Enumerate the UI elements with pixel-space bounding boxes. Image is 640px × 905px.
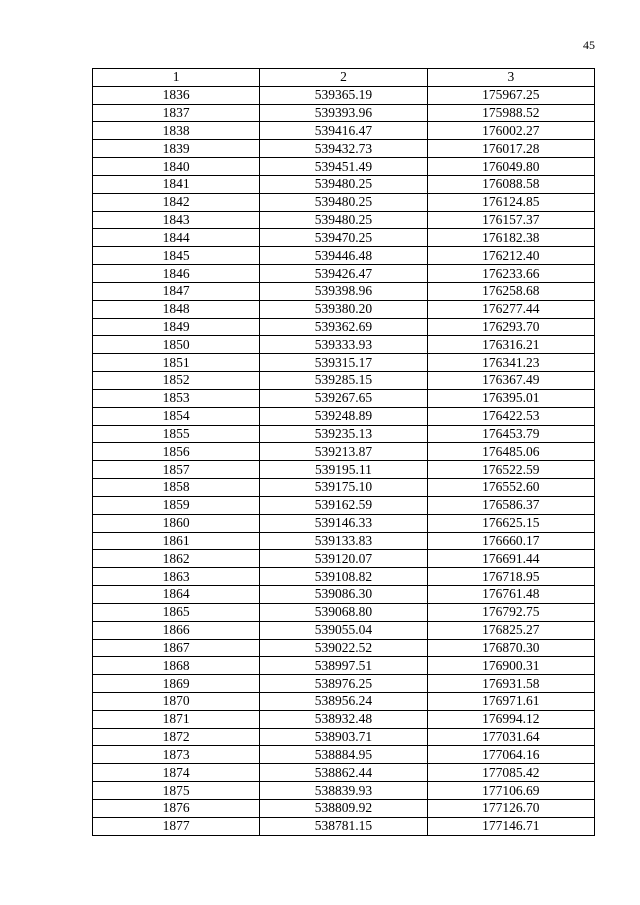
table-cell-col-3: 176049.80 (427, 158, 594, 176)
table-cell-col-3: 177031.64 (427, 728, 594, 746)
table-header-row (93, 69, 595, 87)
table-cell-col-3: 176422.53 (427, 407, 594, 425)
table-cell-col-1: 1845 (93, 247, 260, 265)
table-row (93, 710, 595, 728)
table-cell-col-3: 176002.27 (427, 122, 594, 140)
table-cell-col-2: 539213.87 (260, 443, 427, 461)
table-cell-col-3: 176316.21 (427, 336, 594, 354)
table-row (93, 140, 595, 158)
table-cell-col-3: 176792.75 (427, 603, 594, 621)
table-cell-col-1: 1863 (93, 568, 260, 586)
table-cell-col-3: 176395.01 (427, 389, 594, 407)
table-cell-col-1: 1859 (93, 496, 260, 514)
table-row (93, 496, 595, 514)
column-header-1: 1 (93, 69, 260, 87)
table-row (93, 764, 595, 782)
column-header-3: 3 (427, 69, 594, 87)
table-cell-col-2: 539315.17 (260, 354, 427, 372)
table-row (93, 104, 595, 122)
table-cell-col-2: 538781.15 (260, 817, 427, 835)
table-row (93, 675, 595, 693)
table-cell-col-1: 1875 (93, 782, 260, 800)
table-cell-col-2: 539175.10 (260, 479, 427, 497)
table-cell-col-1: 1873 (93, 746, 260, 764)
table-cell-col-3: 176182.38 (427, 229, 594, 247)
table-cell-col-2: 539398.96 (260, 282, 427, 300)
column-header-2: 2 (260, 69, 427, 87)
table-row (93, 354, 595, 372)
table-row (93, 407, 595, 425)
table-cell-col-2: 539055.04 (260, 621, 427, 639)
table-cell-col-1: 1855 (93, 425, 260, 443)
table-cell-col-1: 1841 (93, 175, 260, 193)
table-cell-col-3: 176691.44 (427, 550, 594, 568)
table-cell-col-1: 1854 (93, 407, 260, 425)
table-row (93, 211, 595, 229)
table-body (93, 86, 595, 835)
table-cell-col-3: 175967.25 (427, 86, 594, 104)
table-cell-col-2: 539133.83 (260, 532, 427, 550)
table-cell-col-3: 176931.58 (427, 675, 594, 693)
table-cell-col-2: 539362.69 (260, 318, 427, 336)
table-cell-col-3: 176293.70 (427, 318, 594, 336)
table-cell-col-3: 176718.95 (427, 568, 594, 586)
table-cell-col-2: 539108.82 (260, 568, 427, 586)
table-cell-col-3: 176157.37 (427, 211, 594, 229)
table-row (93, 746, 595, 764)
table-cell-col-3: 176258.68 (427, 282, 594, 300)
table-row (93, 782, 595, 800)
table-cell-col-2: 539446.48 (260, 247, 427, 265)
table-row (93, 425, 595, 443)
table-cell-col-2: 539480.25 (260, 211, 427, 229)
table-row (93, 568, 595, 586)
table-row (93, 461, 595, 479)
table-cell-col-3: 176341.23 (427, 354, 594, 372)
table-cell-col-3: 176124.85 (427, 193, 594, 211)
page-number: 45 (583, 38, 595, 52)
table-cell-col-1: 1844 (93, 229, 260, 247)
table-row (93, 532, 595, 550)
table-cell-col-1: 1868 (93, 657, 260, 675)
table-cell-col-1: 1866 (93, 621, 260, 639)
table-row (93, 372, 595, 390)
table-cell-col-2: 539480.25 (260, 175, 427, 193)
table-cell-col-1: 1874 (93, 764, 260, 782)
table-row (93, 479, 595, 497)
table-cell-col-2: 538884.95 (260, 746, 427, 764)
table-cell-col-2: 539333.93 (260, 336, 427, 354)
table-cell-col-2: 539480.25 (260, 193, 427, 211)
table-cell-col-1: 1876 (93, 799, 260, 817)
table-cell-col-1: 1852 (93, 372, 260, 390)
table-cell-col-1: 1842 (93, 193, 260, 211)
table-row (93, 692, 595, 710)
table-cell-col-3: 176212.40 (427, 247, 594, 265)
table-cell-col-3: 176522.59 (427, 461, 594, 479)
table-cell-col-2: 539365.19 (260, 86, 427, 104)
table-cell-col-1: 1837 (93, 104, 260, 122)
table-row (93, 657, 595, 675)
table-cell-col-1: 1848 (93, 300, 260, 318)
table-cell-col-2: 539267.65 (260, 389, 427, 407)
table-row (93, 586, 595, 604)
table-cell-col-3: 176367.49 (427, 372, 594, 390)
table-row (93, 621, 595, 639)
table-cell-col-1: 1861 (93, 532, 260, 550)
table-cell-col-2: 539416.47 (260, 122, 427, 140)
table-row (93, 158, 595, 176)
table-cell-col-3: 177064.16 (427, 746, 594, 764)
table-cell-col-2: 538809.92 (260, 799, 427, 817)
table-cell-col-2: 539393.96 (260, 104, 427, 122)
table-cell-col-3: 176870.30 (427, 639, 594, 657)
table-cell-col-2: 539022.52 (260, 639, 427, 657)
table-row (93, 817, 595, 835)
coordinates-table-container (92, 68, 594, 836)
table-cell-col-1: 1849 (93, 318, 260, 336)
table-cell-col-3: 176625.15 (427, 514, 594, 532)
table-cell-col-1: 1865 (93, 603, 260, 621)
table-cell-col-3: 176586.37 (427, 496, 594, 514)
table-row (93, 122, 595, 140)
table-cell-col-2: 538862.44 (260, 764, 427, 782)
table-cell-col-1: 1850 (93, 336, 260, 354)
table-cell-col-1: 1869 (93, 675, 260, 693)
table-row (93, 514, 595, 532)
table-cell-col-2: 539248.89 (260, 407, 427, 425)
table-row (93, 175, 595, 193)
table-row (93, 443, 595, 461)
table-cell-col-3: 177085.42 (427, 764, 594, 782)
table-row (93, 265, 595, 283)
table-cell-col-3: 176017.28 (427, 140, 594, 158)
table-cell-col-1: 1846 (93, 265, 260, 283)
table-cell-col-3: 176994.12 (427, 710, 594, 728)
table-cell-col-1: 1853 (93, 389, 260, 407)
table-cell-col-1: 1840 (93, 158, 260, 176)
table-row (93, 336, 595, 354)
table-cell-col-3: 176233.66 (427, 265, 594, 283)
table-row (93, 318, 595, 336)
table-cell-col-1: 1858 (93, 479, 260, 497)
table-cell-col-1: 1864 (93, 586, 260, 604)
table-cell-col-1: 1877 (93, 817, 260, 835)
table-cell-col-2: 539162.59 (260, 496, 427, 514)
table-cell-col-1: 1857 (93, 461, 260, 479)
table-cell-col-3: 177106.69 (427, 782, 594, 800)
table-cell-col-1: 1867 (93, 639, 260, 657)
table-row (93, 86, 595, 104)
table-cell-col-3: 176660.17 (427, 532, 594, 550)
table-cell-col-2: 539470.25 (260, 229, 427, 247)
table-row (93, 282, 595, 300)
table-cell-col-1: 1870 (93, 692, 260, 710)
table-cell-col-1: 1862 (93, 550, 260, 568)
table-cell-col-2: 539120.07 (260, 550, 427, 568)
table-cell-col-3: 176088.58 (427, 175, 594, 193)
table-cell-col-3: 176552.60 (427, 479, 594, 497)
table-cell-col-2: 539235.13 (260, 425, 427, 443)
table-cell-col-3: 177126.70 (427, 799, 594, 817)
coordinates-table (92, 68, 595, 836)
table-cell-col-2: 538956.24 (260, 692, 427, 710)
table-cell-col-3: 176825.27 (427, 621, 594, 639)
table-cell-col-2: 538903.71 (260, 728, 427, 746)
table-cell-col-2: 538997.51 (260, 657, 427, 675)
table-row (93, 247, 595, 265)
table-cell-col-3: 176277.44 (427, 300, 594, 318)
table-cell-col-2: 539380.20 (260, 300, 427, 318)
table-cell-col-2: 539432.73 (260, 140, 427, 158)
table-row (93, 603, 595, 621)
table-cell-col-3: 176761.48 (427, 586, 594, 604)
table-cell-col-1: 1836 (93, 86, 260, 104)
table-cell-col-2: 539086.30 (260, 586, 427, 604)
table-cell-col-1: 1871 (93, 710, 260, 728)
table-row (93, 193, 595, 211)
table-cell-col-3: 176485.06 (427, 443, 594, 461)
table-row (93, 728, 595, 746)
table-cell-col-2: 539451.49 (260, 158, 427, 176)
table-row (93, 799, 595, 817)
table-row (93, 639, 595, 657)
table-cell-col-2: 538839.93 (260, 782, 427, 800)
table-cell-col-1: 1838 (93, 122, 260, 140)
table-row (93, 389, 595, 407)
table-cell-col-2: 539426.47 (260, 265, 427, 283)
table-cell-col-1: 1839 (93, 140, 260, 158)
table-row (93, 229, 595, 247)
table-cell-col-3: 176900.31 (427, 657, 594, 675)
table-cell-col-2: 539285.15 (260, 372, 427, 390)
table-cell-col-1: 1856 (93, 443, 260, 461)
table-cell-col-1: 1847 (93, 282, 260, 300)
table-cell-col-2: 538932.48 (260, 710, 427, 728)
table-cell-col-2: 539195.11 (260, 461, 427, 479)
table-cell-col-2: 539146.33 (260, 514, 427, 532)
table-cell-col-3: 177146.71 (427, 817, 594, 835)
table-row (93, 550, 595, 568)
table-cell-col-1: 1860 (93, 514, 260, 532)
table-cell-col-1: 1872 (93, 728, 260, 746)
table-cell-col-3: 176453.79 (427, 425, 594, 443)
table-row (93, 300, 595, 318)
table-cell-col-1: 1851 (93, 354, 260, 372)
table-cell-col-2: 539068.80 (260, 603, 427, 621)
table-cell-col-3: 175988.52 (427, 104, 594, 122)
table-cell-col-2: 538976.25 (260, 675, 427, 693)
table-cell-col-1: 1843 (93, 211, 260, 229)
table-cell-col-3: 176971.61 (427, 692, 594, 710)
